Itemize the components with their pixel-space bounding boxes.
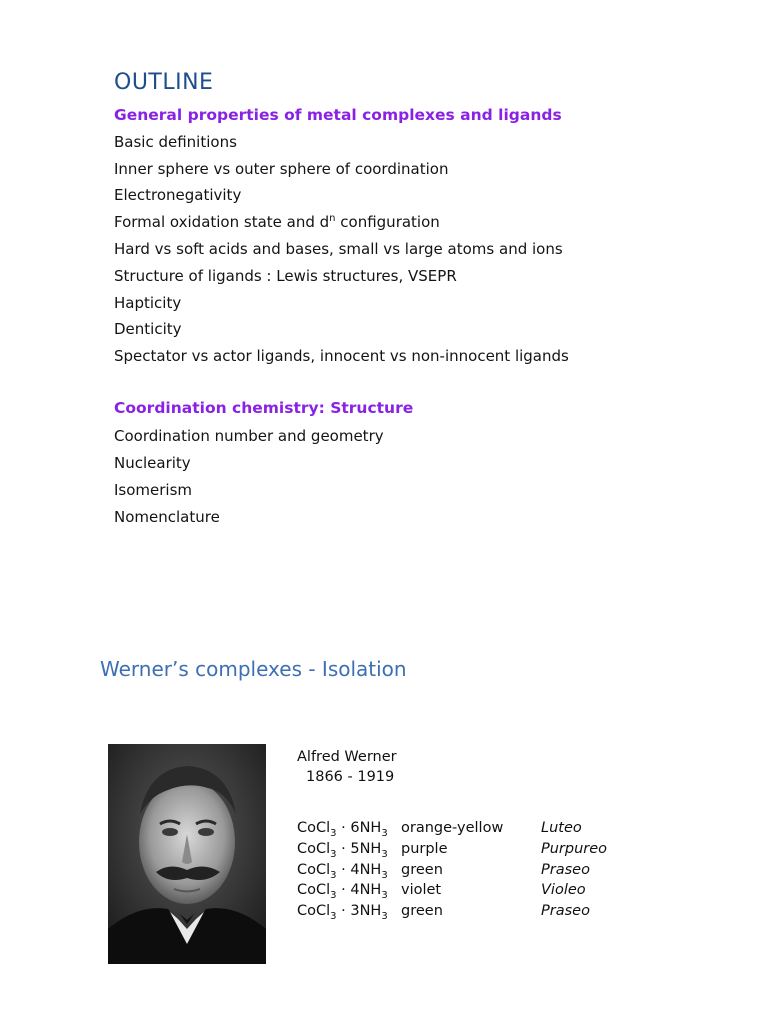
compound-formula: CoCl$_3$ · $4NH_3$ bbox=[297, 882, 388, 901]
list-item: Coordination number and geometry bbox=[114, 427, 384, 445]
list-item: Denticity bbox=[114, 320, 182, 338]
list-item: Structure of ligands : Lewis structures, VSEPR bbox=[114, 267, 457, 285]
person-years: 1866 - 1919 bbox=[306, 769, 395, 785]
list-item bbox=[114, 213, 440, 231]
compound-name: Luteo bbox=[541, 820, 582, 836]
compound-formula: CoCl$_3$ · $3NH_3$ bbox=[297, 903, 388, 922]
list-item: Inner sphere vs outer sphere of coordination bbox=[114, 160, 449, 178]
list-item: Hard vs soft acids and bases, small vs large atoms and ions bbox=[114, 240, 563, 258]
compound-color: green bbox=[401, 903, 443, 919]
outline-title: OUTLINE bbox=[114, 70, 214, 95]
person-name: Alfred Werner bbox=[297, 749, 397, 765]
list-item: Electronegativity bbox=[114, 186, 242, 204]
compound-name: Violeo bbox=[541, 882, 586, 898]
compound-name: Praseo bbox=[541, 862, 590, 878]
compound-color: violet bbox=[401, 882, 442, 898]
compound-name: Purpureo bbox=[541, 841, 608, 857]
compound-color: green bbox=[401, 862, 443, 878]
compound-color: purple bbox=[401, 841, 448, 857]
list-item-text: Formal oxidation state and d bbox=[114, 213, 330, 231]
list-item: Isomerism bbox=[114, 481, 193, 499]
section-heading-general-properties: General properties of metal complexes and ligands bbox=[114, 106, 562, 124]
list-item: Spectator vs actor ligands, innocent vs non-innocent ligands bbox=[114, 347, 569, 365]
list-item: Nomenclature bbox=[114, 508, 220, 526]
superscript-n: n bbox=[329, 213, 336, 224]
compound-formula: CoCl$_3$ · $5NH_3$ bbox=[297, 841, 388, 860]
compound-formula: CoCl$_3$ · $4NH_3$ bbox=[297, 862, 388, 881]
list-item: Hapticity bbox=[114, 294, 182, 312]
compound-formula: CoCl$_3$ · $6NH_3$ bbox=[297, 820, 388, 839]
portrait-illustration bbox=[108, 744, 266, 964]
list-item: Nuclearity bbox=[114, 454, 191, 472]
compound-color: orange-yellow bbox=[401, 820, 504, 836]
list-item: Basic definitions bbox=[114, 133, 237, 151]
werner-section-title: Werner’s complexes - Isolation bbox=[100, 657, 407, 681]
compound-name: Praseo bbox=[541, 903, 590, 919]
section-heading-coordination-structure: Coordination chemistry: Structure bbox=[114, 399, 414, 417]
list-item-text-suffix: configuration bbox=[335, 213, 440, 231]
portrait-photo bbox=[108, 744, 266, 964]
